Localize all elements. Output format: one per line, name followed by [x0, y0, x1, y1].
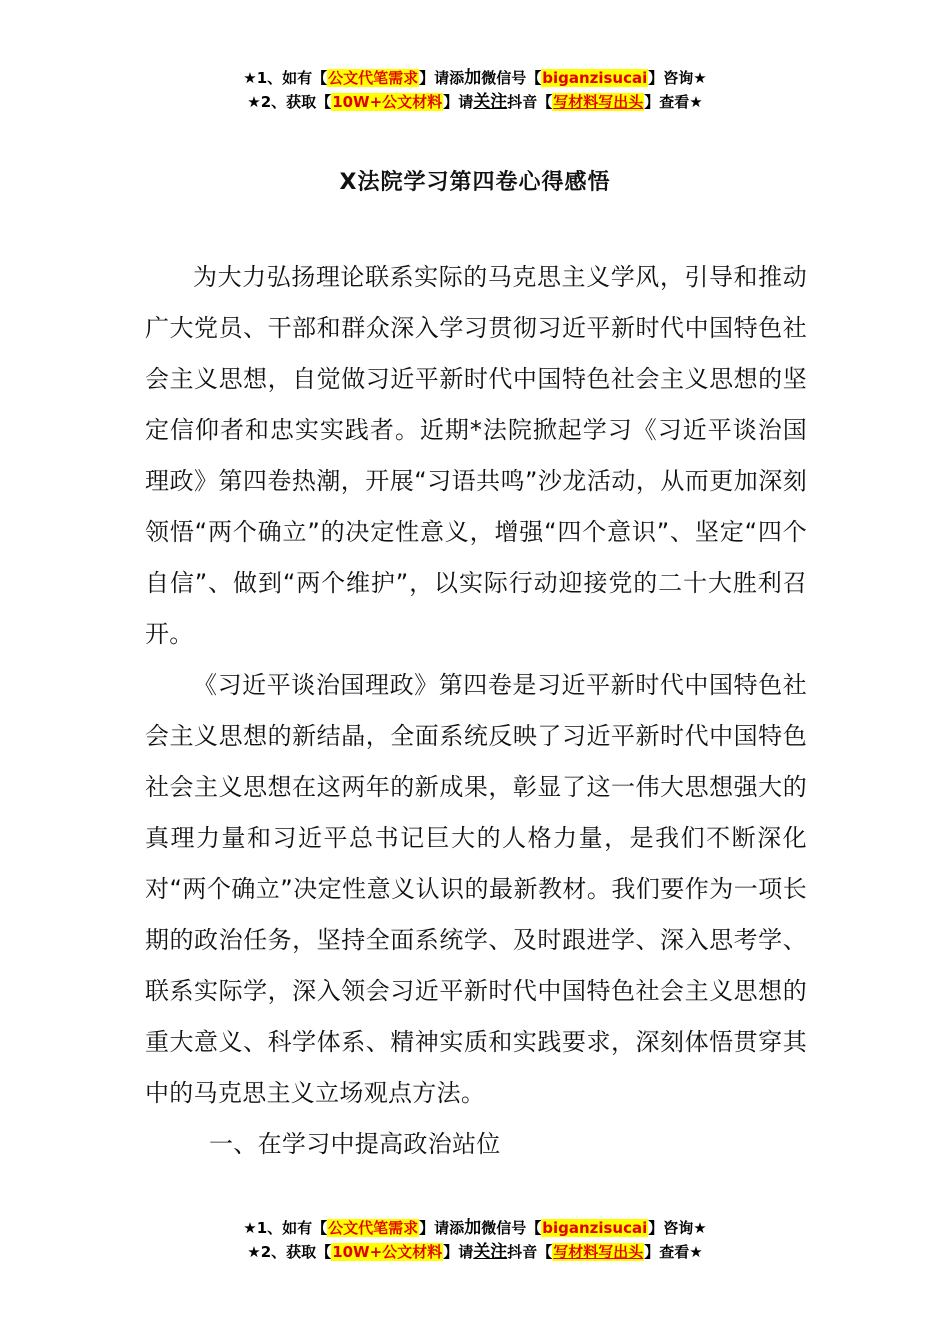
highlight-wechat-id: biganzisucai — [542, 69, 648, 87]
highlight-douyin: 写材料写出头 — [553, 93, 644, 111]
paragraph-1: 为大力弘扬理论联系实际的马克思主义学风，引导和推动广大党员、干部和群众深入学习贯彻习近平新时代中国特色社会主义思想，自觉做习近平新时代中国特色社会主义思想的坚定信仰者和忠实实践者。近期*法院掀起学习《习近平谈治国理政》第四卷热潮，开展“习语共鸣”沙龙活动，从而更加深刻领悟“两个确立”的决定性意义，增强“四个意识”、坚定“四个自信”、做到“两个维护”，以实际行动迎接党的二十大胜利召开。 — [145, 263, 807, 648]
highlight-wechat-id: biganzisucai — [542, 1219, 648, 1237]
promo-line-2: ★2、获取【10W+公文材料】请关注抖音【写材料写出头】查看★ — [247, 92, 703, 112]
promo-line-2: ★2、获取【10W+公文材料】请关注抖音【写材料写出头】查看★ — [247, 1242, 703, 1262]
document-title: X法院学习第四卷心得感悟 — [339, 170, 611, 195]
promo-banner-top — [0, 66, 950, 114]
promo-banner-bottom — [0, 1216, 950, 1264]
highlight-materials: 10W+公文材料 — [332, 1243, 443, 1261]
document-body — [145, 252, 807, 1170]
section-heading: 一、在学习中提高政治站位 — [209, 1130, 501, 1158]
highlight-materials: 10W+公文材料 — [332, 93, 443, 111]
highlight-douyin: 写材料写出头 — [553, 1243, 644, 1261]
highlight-service: 公文代笔需求 — [328, 69, 419, 87]
paragraph-2: 《习近平谈治国理政》第四卷是习近平新时代中国特色社会主义思想的新结晶，全面系统反映了习近平新时代中国特色社会主义思想在这两年的新成果，彰显了这一伟大思想强大的真理力量和习近平总书记巨大的人格力量，是我们不断深化对“两个确立”决定性意义认识的最新教材。我们要作为一项长期的政治任务，坚持全面系统学、及时跟进学、深入思考学、联系实际学，深入领会习近平新时代中国特色社会主义思想的重大意义、科学体系、精神实质和实践要求，深刻体悟贯穿其中的马克思主义立场观点方法。 — [145, 671, 807, 1107]
promo-line-1: ★1、如有【公文代笔需求】请添加微信号【biganzisucai】咨询★ — [243, 1218, 707, 1238]
promo-line-1: ★1、如有【公文代笔需求】请添加微信号【biganzisucai】咨询★ — [243, 68, 707, 88]
highlight-service: 公文代笔需求 — [328, 1219, 419, 1237]
